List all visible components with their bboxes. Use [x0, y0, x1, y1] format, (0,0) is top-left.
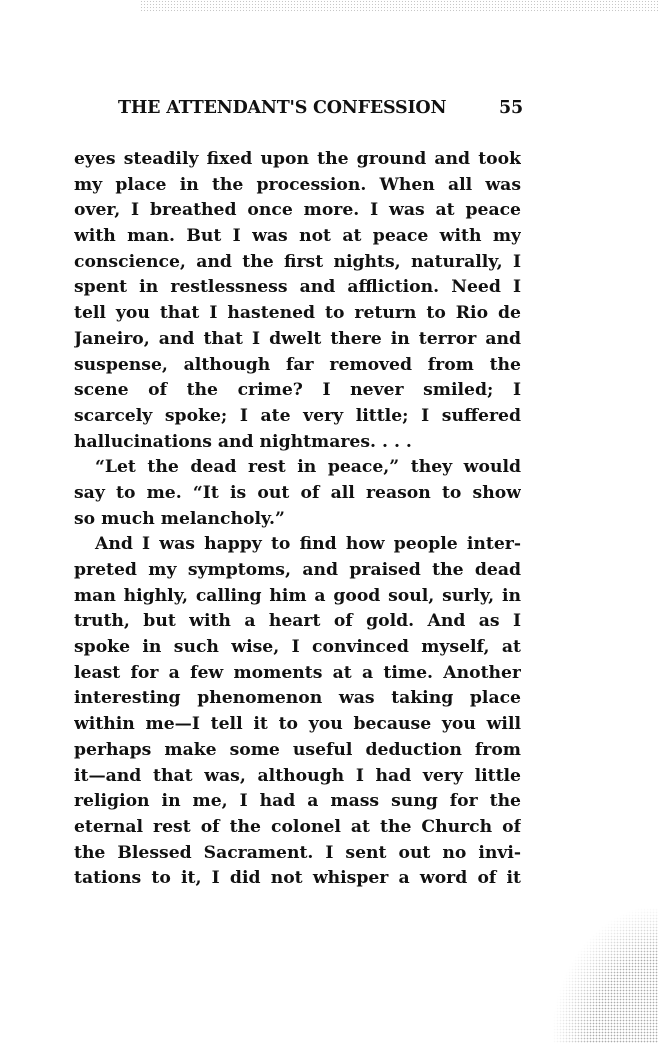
text-line: “Let the dead rest in peace,” they would	[95, 457, 521, 478]
text-line: so much melancholy.”	[74, 508, 285, 529]
text-line: least for a few moments at a time. Another	[74, 662, 521, 683]
text-line: man highly, calling him a good soul, surly, in	[74, 585, 521, 606]
text-line: spent in restlessness and affliction. Need I	[74, 277, 521, 298]
text-line: hallucinations and nightmares. . . .	[74, 431, 412, 452]
page-number: 55	[499, 98, 523, 118]
text-line: preted my symptoms, and praised the dead	[74, 560, 521, 580]
text-line: tations to it, I did not whisper a word of it	[74, 868, 521, 889]
text-line: scarcely spoke; I ate very little; I suffered	[74, 405, 521, 426]
text-line: the Blessed Sacrament. I sent out no invi-	[74, 842, 521, 863]
scan-speckle-corner	[553, 908, 658, 1043]
text-line: eyes steadily fixed upon the ground and took	[74, 149, 521, 169]
text-line: interesting phenomenon was taking place	[74, 688, 521, 709]
text-line: perhaps make some useful deduction from	[74, 739, 521, 760]
body-text	[74, 147, 521, 892]
text-line: spoke in such wise, I convinced myself, at	[74, 637, 521, 658]
text-line: eternal rest of the colonel at the Church of	[74, 816, 521, 837]
scan-speckle-top	[140, 0, 658, 12]
running-header	[118, 98, 523, 124]
text-line: within me—I tell it to you because you will	[74, 714, 521, 735]
text-line: conscience, and the first nights, naturally, I	[74, 251, 521, 272]
text-line: And I was happy to find how people inter-	[95, 534, 521, 555]
text-line: truth, but with a heart of gold. And as I	[74, 611, 521, 632]
text-line: with man. But I was not at peace with my	[74, 226, 521, 247]
text-line: religion in me, I had a mass sung for the	[74, 791, 521, 812]
text-line: it—and that was, although I had very little	[74, 765, 521, 786]
text-line: scene of the crime? I never smiled; I	[74, 380, 521, 401]
text-line: suspense, although far removed from the	[74, 354, 521, 375]
text-line: tell you that I hastened to return to Rio de	[74, 303, 521, 324]
running-header-title: THE ATTENDANT'S CONFESSION	[118, 98, 447, 118]
text-line: over, I breathed once more. I was at peace	[74, 200, 521, 221]
text-line: Janeiro, and that I dwelt there in terror and	[74, 328, 521, 349]
text-line: say to me. “It is out of all reason to show	[74, 482, 521, 503]
text-line: my place in the procession. When all was	[74, 174, 521, 195]
